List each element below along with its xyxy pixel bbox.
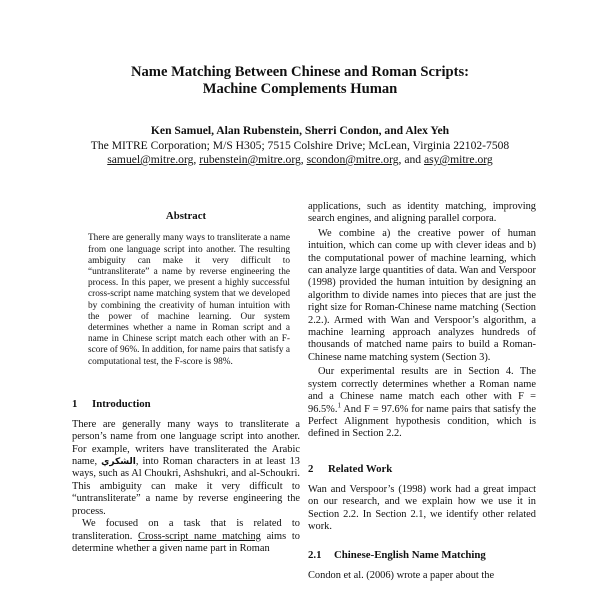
affiliation: The MITRE Corporation; M/S H305; 7515 Colshire Drive; McLean, Virginia 22102-7508 bbox=[90, 138, 510, 152]
subsection-number: 2.1 bbox=[308, 549, 322, 562]
intro-p2-text-b: aims to determine whether a given name part in Roman bbox=[72, 530, 300, 554]
intro-p2-text-a: We focused on a task that is related to transliteration. bbox=[72, 518, 300, 542]
title-line-2: Machine Complements Human bbox=[202, 81, 398, 97]
intro-p1-text-b: , into Roman characters in at least 13 ways, such as Al Choukri, Ashshukri, and al-Schoukri. This ambiguity can make it very difficult to “untransliterate” a name by reverse engineering the process. bbox=[72, 456, 300, 517]
section-title: Related Work bbox=[328, 462, 393, 475]
email-separator: , and bbox=[398, 153, 424, 166]
right-p2-text-a: Our experimental results are in Section 4. The system correctly determines whether a Roman name and a Chinese name match each other with F = 96.5%. bbox=[308, 366, 536, 415]
subsection-paragraph: Condon et al. (2006) wrote a paper about the bbox=[308, 570, 495, 582]
email-link-samuel[interactable]: samuel@mitre.org bbox=[107, 153, 194, 166]
email-list bbox=[0, 153, 600, 168]
author-names: Ken Samuel, Alan Rubenstein, Sherri Condon, and Alex Yeh bbox=[150, 124, 450, 137]
subsection-heading-2-1 bbox=[308, 549, 536, 562]
intro-paragraph-2 bbox=[72, 518, 300, 555]
section-number: 1 bbox=[72, 397, 78, 410]
author-block bbox=[0, 124, 600, 168]
paper-title bbox=[0, 64, 600, 98]
abstract-text: There are generally many ways to transliterate a name from one language script into another. The resulting ambiguity can make it very difficult to “untransliterate” a name by reverse engineering the process. In this paper, we present a highly successful cross-script name matching system that we developed by combining the creativity of human intuition with the power of machine learning. Our system determines whether a name in Roman script and a name in Chinese script match each other with an F-score of 96%. In addition, for name pairs that satisfy a computational test, the F-score is 98%. bbox=[88, 233, 290, 367]
intro-p1-text-a: There are generally many ways to transliterate a person’s name from one language script into another. For example, writers have transliterated the Arabic name, bbox=[72, 418, 300, 468]
arabic-name: الشكري bbox=[101, 457, 136, 468]
related-work-paragraph: Wan and Verspoor’s (1998) work had a great impact on our research, and we explain how we use it in Section 2.2. In Section 2.1, we identify other related work. bbox=[308, 483, 536, 532]
right-paragraph-0: applications, such as identity matching, improving search engines, and aligning parallel corpora. bbox=[308, 201, 536, 225]
left-column bbox=[72, 200, 300, 555]
intro-paragraph-1 bbox=[72, 419, 300, 518]
subsection-title: Chinese-English Name Matching bbox=[334, 549, 486, 562]
section-number: 2 bbox=[308, 462, 314, 475]
email-separator: , bbox=[300, 153, 307, 166]
title-line-1: Name Matching Between Chinese and Roman Scripts: bbox=[130, 64, 470, 80]
right-p2-text-b: And F = 97.6% for name pairs that satisfy the Perfect Alignment hypothesis condition, which is defined in Section 2.2. bbox=[308, 403, 536, 440]
email-link-rubenstein[interactable]: rubenstein@mitre.org bbox=[199, 153, 301, 166]
abstract-heading: Abstract bbox=[165, 210, 207, 222]
footnote-marker: 1 bbox=[337, 401, 341, 410]
section-heading-introduction bbox=[72, 398, 300, 411]
right-paragraph-2 bbox=[308, 366, 536, 440]
right-paragraph-1: We combine a) the creative power of human intuition, which can come up with clever ideas and b) the computational power of machine learning, which can analyze large quantities of data. Wan and Verspoor (1998) provided the human intuition by designing an algorithm to divide names into pieces that are just the right size for Roman-Chinese name matching (Section 2.2.). Armed with Wan and Verspoor’s algorithm, a machine learning approach analyzes hundreds of thousands of matched name pairs to build a Roman-Chinese name matching system (Section 3). bbox=[308, 227, 536, 363]
section-title: Introduction bbox=[92, 397, 151, 410]
term-cross-script-name-matching: Cross-script name matching bbox=[138, 530, 261, 542]
right-column bbox=[308, 201, 536, 583]
email-link-scondon[interactable]: scondon@mitre.org bbox=[306, 153, 399, 166]
email-separator: , bbox=[193, 153, 200, 166]
email-link-asy[interactable]: asy@mitre.org bbox=[423, 153, 493, 166]
section-heading-related-work bbox=[308, 463, 536, 476]
